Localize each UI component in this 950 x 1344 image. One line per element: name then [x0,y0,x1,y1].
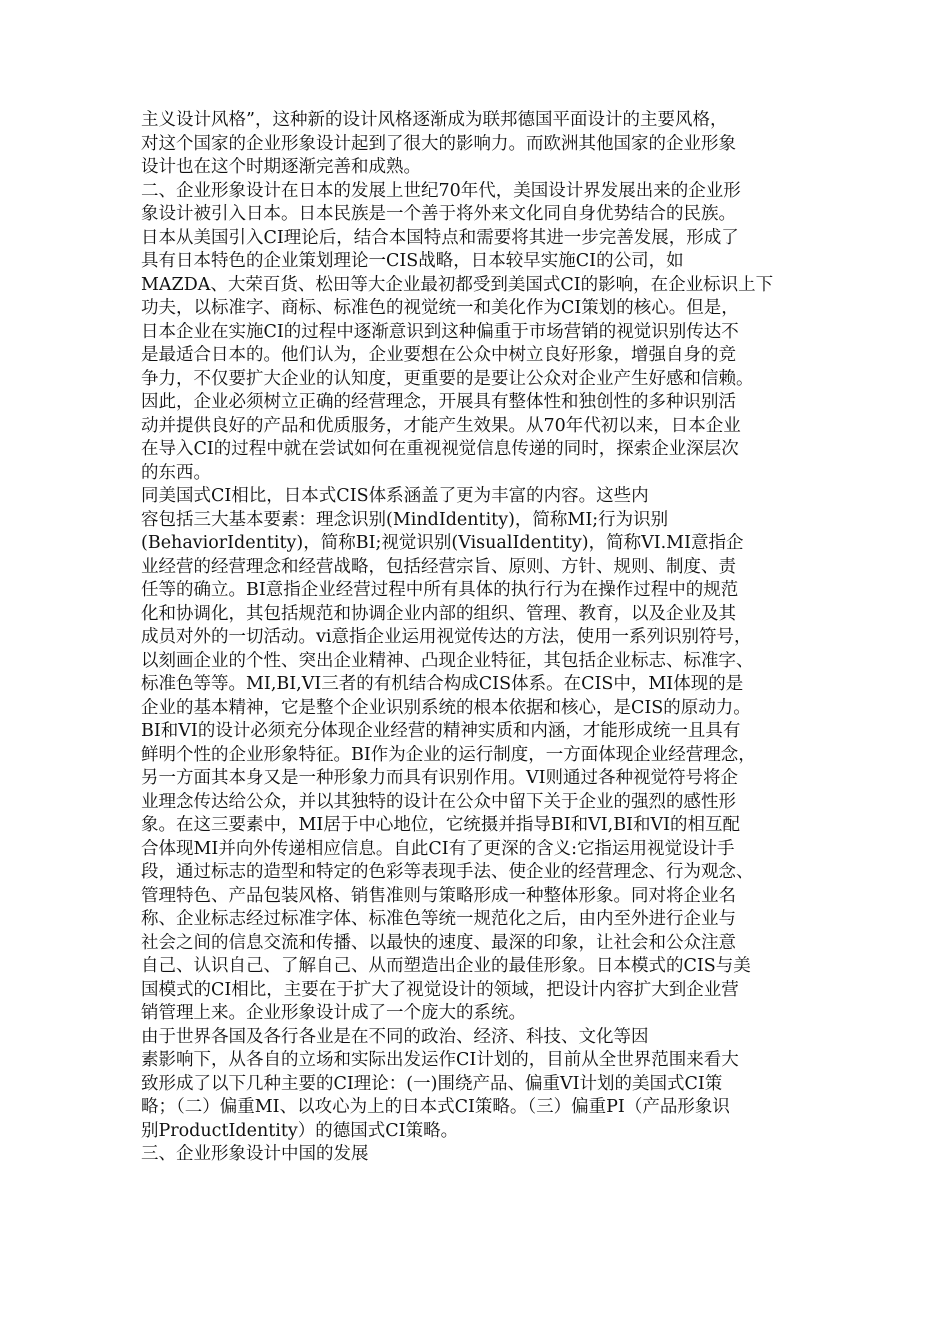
text-line: 的东西。 [141,462,211,483]
text-line: 三、企业形象设计中国的发展 [141,1144,369,1164]
text-line: 企业的基本精神，它是整个企业识别系统的根本依据和核心，是CIS的原动力。 [141,697,751,718]
text-line: 管理特色、产品包装风格、销售准则与策略形成一种整体形象。同对将企业名 [141,885,736,906]
text-line: 业经营的经营理念和经营战略，包括经营宗旨、原则、方针、规则、制度、责 [141,556,736,577]
text-line: 略；（二）偏重MI、以攻心为上的日本式CI策略。（三）偏重PI（产品形象识 [141,1097,730,1117]
text-line: 日本从美国引入CI理论后，结合本国特点和需要将其进一步完善发展，形成了 [141,227,739,248]
text-line: MAZDA、大荣百货、松田等大企业最初都受到美国式CI的影响，在企业标识上下 [141,274,774,295]
text-line: (BehaviorIdentity)，简称BI;视觉识别(VisualIdentity)，简称VI.MI意指企 [141,533,744,553]
text-line: 主义设计风格”，这种新的设计风格逐渐成为联邦德国平面设计的主要风格， [141,110,728,130]
text-line: 因此，企业必须树立正确的经营理念，开展具有整体性和独创性的多种识别活 [141,392,736,412]
text-line: 以刻画企业的个性、突出企业精神、凸现企业特征，其包括企业标志、标准字、 [141,650,754,671]
text-line: 合体现MI并向外传递相应信息。自此CI有了更深的含义:它指运用视觉设计手 [141,838,735,859]
text-line: 动并提供良好的产品和优质服务，才能产生效果。从70年代初以来，日本企业 [141,415,741,436]
text-line: 段，通过标志的造型和特定的色彩等表现手法、使企业的经营理念、行为观念、 [141,862,754,882]
text-line: 业理念传达给公众，并以其独特的设计在公众中留下关于企业的强烈的感性形 [141,791,736,812]
text-line: 功夫，以标准字、商标、标准色的视觉统一和美化作为CI策划的核心。但是， [141,298,739,318]
text-line: 致形成了以下几种主要的CI理论：(一)围绕产品、偏重VI计划的美国式CI策 [141,1073,723,1094]
text-line: 标准色等等。MI,BI,VI三者的有机结合构成CIS体系。在CIS中，MI体现的是 [141,674,744,694]
text-line: 化和协调化，其包括规范和协调企业内部的组织、管理、教育，以及企业及其 [141,603,736,624]
text-line: 是最适合日本的。他们认为，企业要想在公众中树立良好形象，增强自身的竞 [141,345,736,365]
text-line: 鲜明个性的企业形象特征。BI作为企业的运行制度，一方面体现企业经营理念， [141,744,756,765]
text-line: 具有日本特色的企业策划理论一CIS战略，日本较早实施CI的公司，如 [141,251,684,271]
text-line: 象。在这三要素中，MI居于中心地位，它统摄并指导BI和VI,BI和VI的相互配 [141,815,741,835]
text-line: 社会之间的信息交流和传播、以最快的速度、最深的印象，让社会和公众注意 [141,932,736,953]
text-line: 别ProductIdentity）的德国式CI策略。 [141,1120,459,1141]
text-line: 称、企业标志经过标准字体、标准色等统一规范化之后，由内至外进行企业与 [141,909,736,929]
text-line: 同美国式CI相比，日本式CIS体系涵盖了更为丰富的内容。这些内 [141,486,649,506]
text-line: 日本企业在实施CI的过程中逐渐意识到这种偏重于市场营销的视觉识别传达不 [141,321,739,342]
text-line: 成员对外的一切活动。vi意指企业运用视觉传达的方法，使用一系列识别符号， [141,627,752,647]
text-line: 素影响下，从各自的立场和实际出发运作CI计划的，目前从全世界范围来看大 [141,1050,739,1070]
text-line: BI和VI的设计必须充分体现企业经营的精神实质和内涵，才能形成统一且具有 [141,721,741,741]
text-line: 自己、认识自己、了解自己、从而塑造出企业的最佳形象。日本模式的CIS与美 [141,956,751,976]
document-body [141,109,813,1167]
text-line: 象设计被引入日本。日本民族是一个善于将外来文化同自身优势结合的民族。 [141,204,736,224]
text-line: 设计也在这个时期逐渐完善和成熟。 [141,157,421,177]
text-line: 另一方面其本身又是一种形象力而具有识别作用。VI则通过各种视觉符号将企 [141,768,739,788]
text-line: 国模式的CI相比，主要在于扩大了视觉设计的领域，把设计内容扩大到企业营 [141,979,739,1000]
text-line: 容包括三大基本要素：理念识别(MindIdentity)，简称MI;行为识别 [141,509,669,530]
text-line: 在导入CI的过程中就在尝试如何在重视视觉信息传递的同时，探索企业深层次 [141,439,739,459]
text-line: 二、企业形象设计在日本的发展上世纪70年代，美国设计界发展出来的企业形 [141,180,741,201]
text-line: 销管理上来。企业形象设计成了一个庞大的系统。 [141,1003,526,1023]
text-line: 对这个国家的企业形象设计起到了很大的影响力。而欧洲其他国家的企业形象 [141,133,736,154]
text-line: 任等的确立。BI意指企业经营过程中所有具体的执行行为在操作过程中的规范 [141,580,739,600]
text-line: 争力，不仅要扩大企业的认知度，更重要的是要让公众对企业产生好感和信赖。 [141,368,754,389]
text-line: 由于世界各国及各行各业是在不同的政治、经济、科技、文化等因 [141,1026,649,1047]
